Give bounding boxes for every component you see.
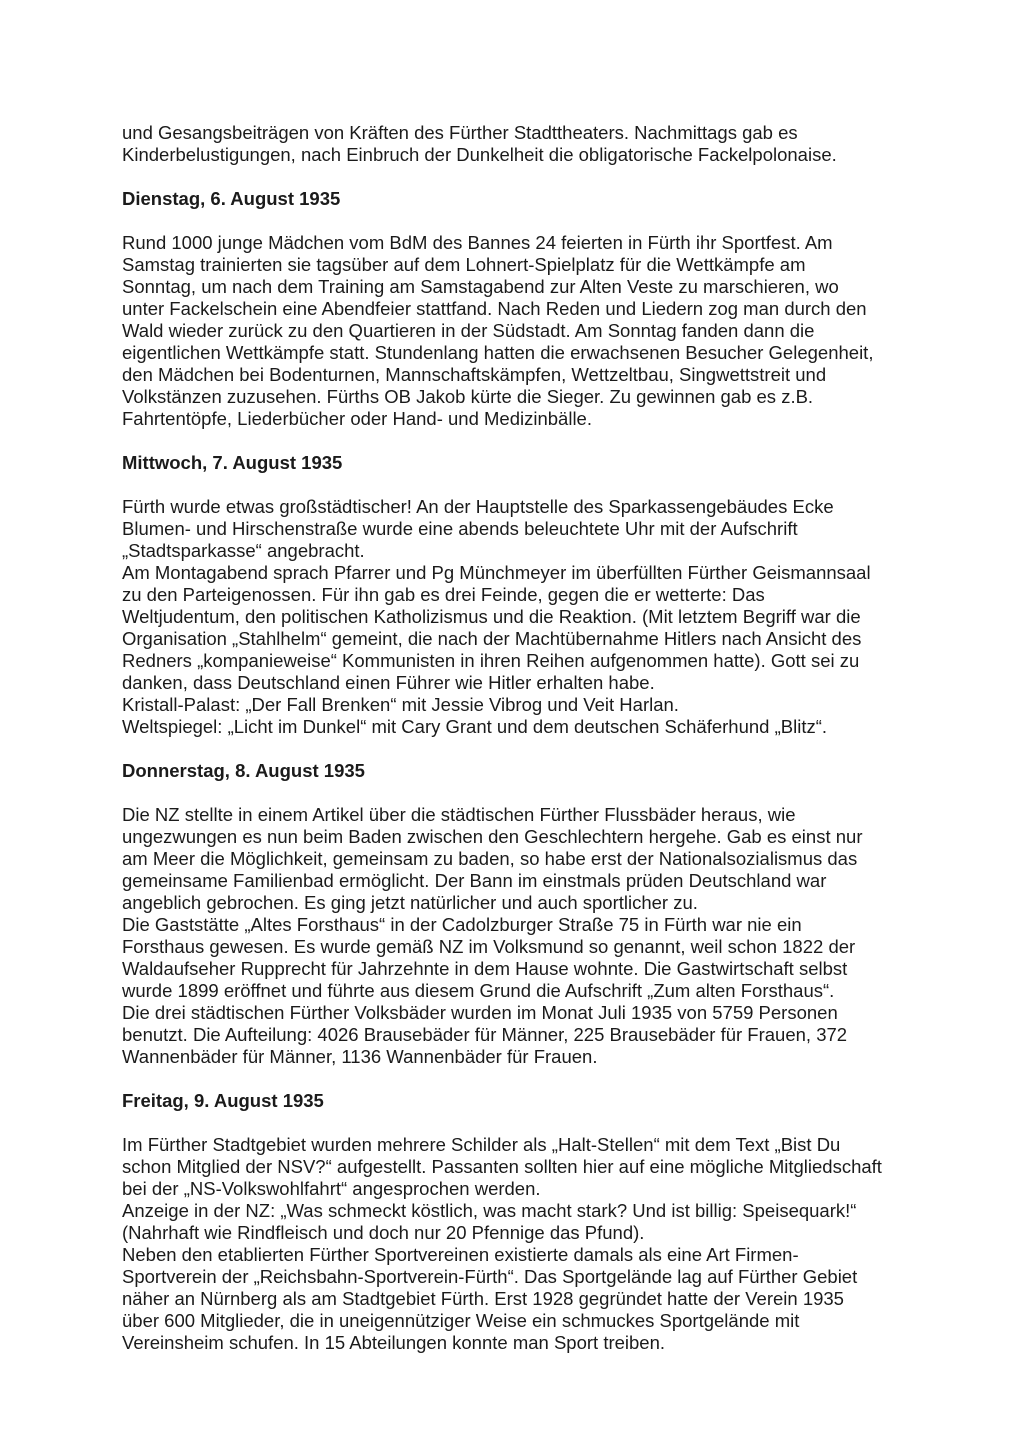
text-line: Volkstänzen zuzusehen. Fürths OB Jakob kürte die Sieger. Zu gewinnen gab es z.B. bbox=[122, 386, 814, 407]
text-line: am Meer die Möglichkeit, gemeinsam zu baden, so habe erst der Nationalsozialismus das bbox=[122, 848, 858, 869]
text-line: ungezwungen es nun beim Baden zwischen den Geschlechtern hergehe. Gab es einst nur bbox=[122, 826, 863, 847]
text-line: Wannenbäder für Männer, 1136 Wannenbäder für Frauen. bbox=[122, 1046, 598, 1067]
text-line: Sonntag, um nach dem Training am Samstagabend zur Alten Veste zu marschieren, wo bbox=[122, 276, 839, 297]
text-line: wurde 1899 eröffnet und führte aus diesem Grund die Aufschrift „Zum alten Forsthaus“. bbox=[122, 980, 835, 1001]
text-line: Die drei städtischen Fürther Volksbäder wurden im Monat Juli 1935 von 5759 Personen bbox=[122, 1002, 838, 1023]
text-line: Redners „kompanieweise“ Kommunisten in ihren Reihen aufgenommen hatte). Gott sei zu bbox=[122, 650, 860, 671]
text-line: benutzt. Die Aufteilung: 4026 Brausebäder für Männer, 225 Brausebäder für Frauen, 372 bbox=[122, 1024, 848, 1045]
text-line: Samstag trainierten sie tagsüber auf dem Lohnert-Spielplatz für die Wettkämpfe am bbox=[122, 254, 806, 275]
section-heading: Donnerstag, 8. August 1935 bbox=[122, 760, 365, 781]
text-line: Fürth wurde etwas großstädtischer! An der Hauptstelle des Sparkassengebäudes Ecke bbox=[122, 496, 834, 517]
text-line: Weltspiegel: „Licht im Dunkel“ mit Cary Grant und dem deutschen Schäferhund „Blitz“. bbox=[122, 716, 828, 737]
text-line: näher an Nürnberg als am Stadtgebiet Fürth. Erst 1928 gegründet hatte der Verein 1935 bbox=[122, 1288, 844, 1309]
text-line: angeblich gebrochen. Es ging jetzt natürlicher und auch sportlicher zu. bbox=[122, 892, 698, 913]
text-line: schon Mitglied der NSV?“ aufgestellt. Passanten sollten hier auf eine mögliche Mitgliedschaft bbox=[122, 1156, 882, 1177]
text-line: Waldaufseher Rupprecht für Jahrzehnte in dem Hause wohnte. Die Gastwirtschaft selbst bbox=[122, 958, 848, 979]
text-line: eigentlichen Wettkämpfe statt. Stundenlang hatten die erwachsenen Besucher Gelegenheit, bbox=[122, 342, 874, 363]
text-line: Die NZ stellte in einem Artikel über die städtischen Fürther Flussbäder heraus, wie bbox=[122, 804, 796, 825]
text-line: Im Fürther Stadtgebiet wurden mehrere Schilder als „Halt-Stellen“ mit dem Text „Bist Du bbox=[122, 1134, 841, 1155]
text-line: Fahrtentöpfe, Liederbücher oder Hand- und Medizinbälle. bbox=[122, 408, 592, 429]
section-heading: Dienstag, 6. August 1935 bbox=[122, 188, 341, 209]
text-line: Blumen- und Hirschenstraße wurde eine abends beleuchtete Uhr mit der Aufschrift bbox=[122, 518, 798, 539]
text-line: gemeinsame Familienbad ermöglicht. Der Bann im einstmals prüden Deutschland war bbox=[122, 870, 827, 891]
text-line: Kristall-Palast: „Der Fall Brenken“ mit Jessie Vibrog und Veit Harlan. bbox=[122, 694, 679, 715]
text-line: (Nahrhaft wie Rindfleisch und doch nur 20 Pfennige das Pfund). bbox=[122, 1222, 645, 1243]
text-line: Anzeige in der NZ: „Was schmeckt köstlich, was macht stark? Und ist billig: Speisequark!“ bbox=[122, 1200, 857, 1221]
text-line: über 600 Mitglieder, die in uneigennütziger Weise ein schmuckes Sportgelände mit bbox=[122, 1310, 800, 1331]
text-line: und Gesangsbeiträgen von Kräften des Fürther Stadttheaters. Nachmittags gab es bbox=[122, 122, 798, 143]
text-line: den Mädchen bei Bodenturnen, Mannschaftskämpfen, Wettzeltbau, Singwettstreit und bbox=[122, 364, 827, 385]
text-line: Neben den etablierten Fürther Sportvereinen existierte damals als eine Art Firmen- bbox=[122, 1244, 799, 1265]
text-line: Organisation „Stahlhelm“ gemeint, die nach der Machtübernahme Hitlers nach Ansicht des bbox=[122, 628, 862, 649]
text-line: Kinderbelustigungen, nach Einbruch der Dunkelheit die obligatorische Fackelpolonaise. bbox=[122, 144, 837, 165]
text-line: Weltjudentum, den politischen Katholizismus und die Reaktion. (Mit letztem Begriff war die bbox=[122, 606, 861, 627]
text-line: unter Fackelschein eine Abendfeier stattfand. Nach Reden und Liedern zog man durch den bbox=[122, 298, 867, 319]
text-line: „Stadtsparkasse“ angebracht. bbox=[122, 540, 365, 561]
text-line: Sportverein der „Reichsbahn-Sportverein-Fürth“. Das Sportgelände lag auf Fürther Gebiet bbox=[122, 1266, 858, 1287]
section-heading: Mittwoch, 7. August 1935 bbox=[122, 452, 343, 473]
section-heading: Freitag, 9. August 1935 bbox=[122, 1090, 324, 1111]
text-line: Die Gaststätte „Altes Forsthaus“ in der Cadolzburger Straße 75 in Fürth war nie ein bbox=[122, 914, 802, 935]
text-line: Rund 1000 junge Mädchen vom BdM des Bannes 24 feierten in Fürth ihr Sportfest. Am bbox=[122, 232, 833, 253]
text-line: danken, dass Deutschland einen Führer wie Hitler erhalten habe. bbox=[122, 672, 655, 693]
text-line: zu den Parteigenossen. Für ihn gab es drei Feinde, gegen die er wetterte: Das bbox=[122, 584, 765, 605]
text-line: Vereinsheim schufen. In 15 Abteilungen konnte man Sport treiben. bbox=[122, 1332, 666, 1353]
text-line: Wald wieder zurück zu den Quartieren in der Südstadt. Am Sonntag fanden dann die bbox=[122, 320, 815, 341]
text-line: Forsthaus gewesen. Es wurde gemäß NZ im Volksmund so genannt, weil schon 1822 der bbox=[122, 936, 856, 957]
text-line: bei der „NS-Volkswohlfahrt“ angesprochen werden. bbox=[122, 1178, 541, 1199]
text-line: Am Montagabend sprach Pfarrer und Pg Münchmeyer im überfüllten Fürther Geismannsaal bbox=[122, 562, 871, 583]
